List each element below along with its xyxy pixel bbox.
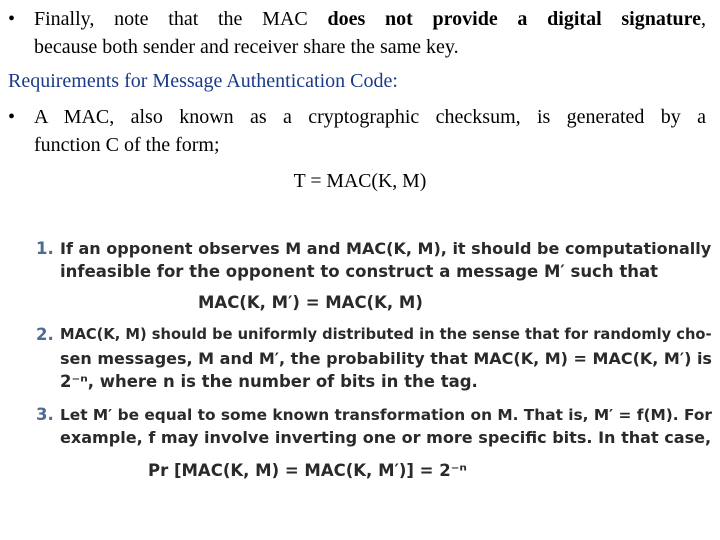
requirement-1-line-2: infeasible for the opponent to construct a message M′ such that xyxy=(60,262,658,281)
requirement-2-line-3: 2⁻ⁿ, where n is the number of bits in the tag. xyxy=(60,372,478,391)
requirement-2-line-2: sen messages, M and M′, the probability that MAC(K, M) = MAC(K, M′) is xyxy=(60,349,712,368)
requirement-number: 1. xyxy=(36,239,54,258)
note-line-2: because both sender and receiver share the same key. xyxy=(34,36,459,58)
mac-line-1: A MAC, also known as a cryptographic checksum, is generated by a xyxy=(34,106,706,128)
requirement-3-equation: Pr [MAC(K, M) = MAC(K, M′)] = 2⁻ⁿ xyxy=(148,461,467,480)
requirement-3-line-1: Let M′ be equal to some known transformation on M. That is, M′ = f(M). For xyxy=(60,406,712,424)
mac-line-2: function C of the form; xyxy=(34,134,220,156)
requirement-3-line-2: example, f may involve inverting one or more specific bits. In that case, xyxy=(60,428,712,447)
note-bold: does not provide a digital signature xyxy=(327,8,701,30)
note-prefix: Finally, note that the MAC xyxy=(34,8,308,30)
requirement-1-line-1: If an opponent observes M and MAC(K, M), it should be computationally xyxy=(60,239,712,258)
mac-formula: T = MAC(K, M) xyxy=(293,170,427,192)
requirement-2-line-1: MAC(K, M) should be uniformly distributed in the sense that for randomly cho- xyxy=(60,326,712,343)
bullet-marker: • xyxy=(8,106,16,128)
section-heading: Requirements for Message Authentication Code: xyxy=(8,70,398,92)
note-suffix: , xyxy=(701,8,706,30)
requirement-number: 3. xyxy=(36,405,54,424)
requirement-number: 2. xyxy=(36,325,54,344)
note-line-1 xyxy=(34,7,706,31)
requirement-1-equation: MAC(K, M′) = MAC(K, M) xyxy=(198,293,423,312)
bullet-marker: • xyxy=(8,8,16,30)
